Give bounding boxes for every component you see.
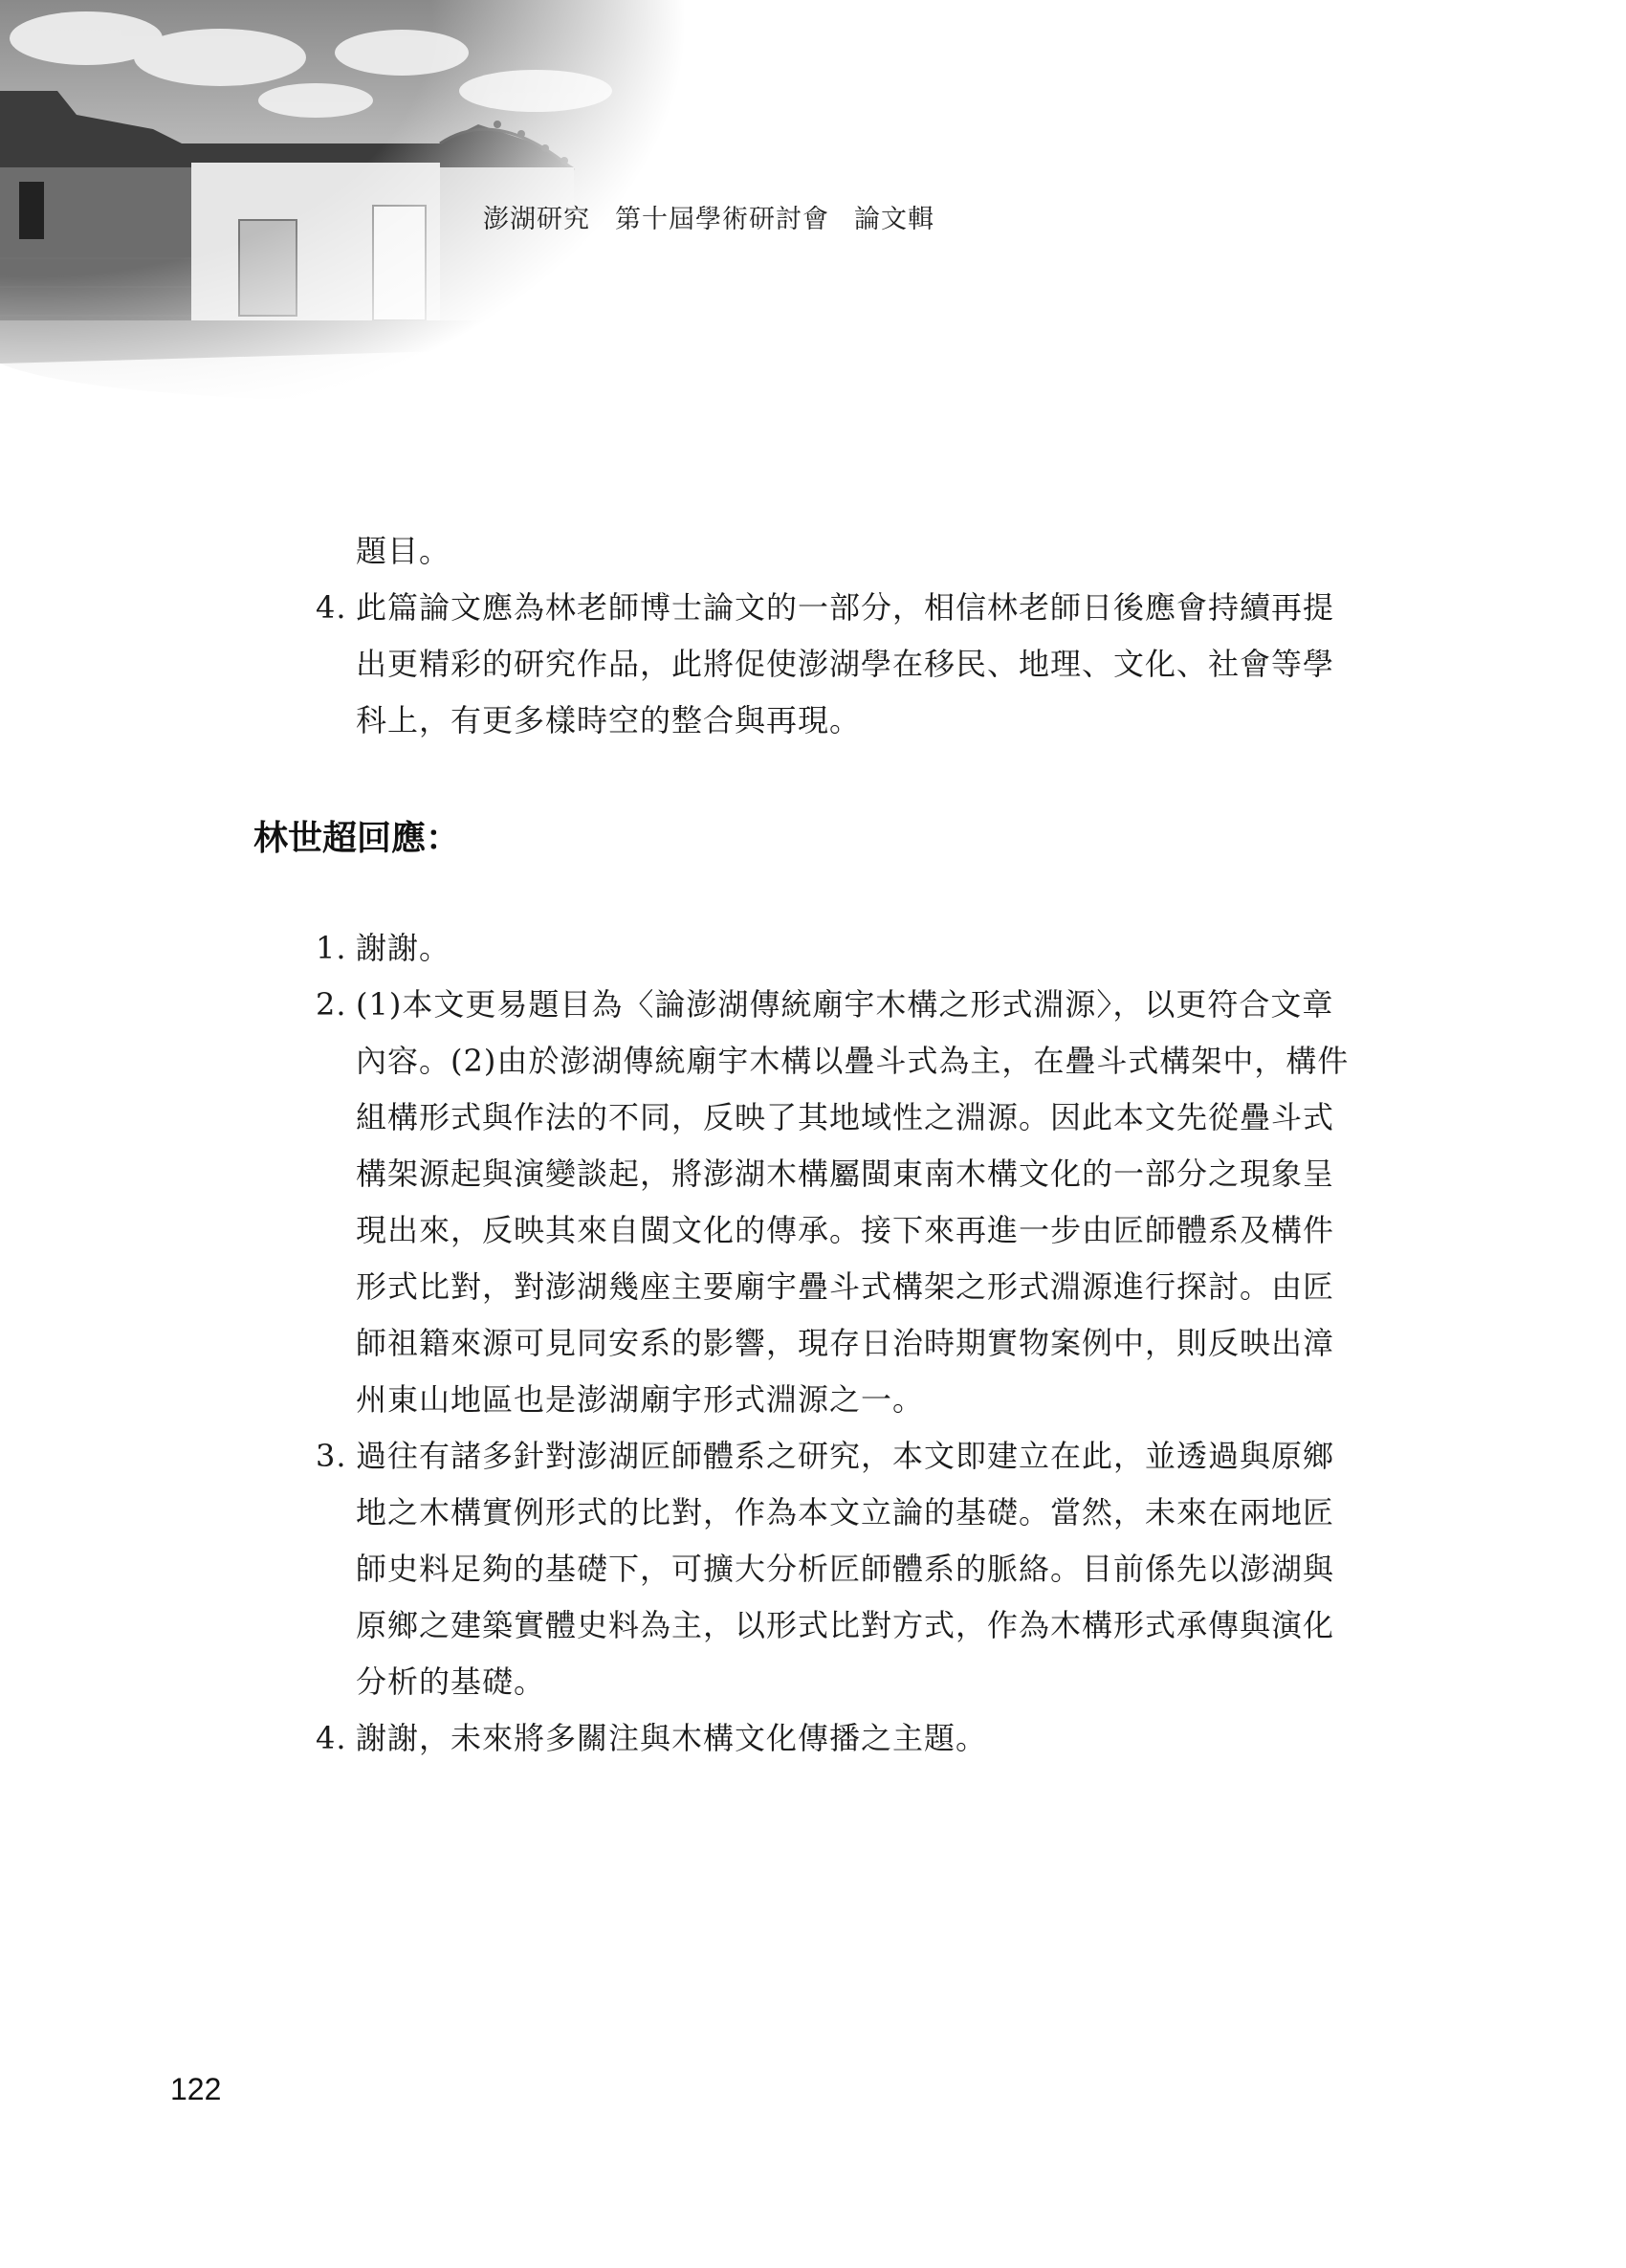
item-line: 組構形式與作法的不同，反映了其地域性之淵源。因此本文先從疊斗式 [356,1099,1335,1135]
item-line: 謝謝，未來將多關注與木構文化傳播之主題。 [356,1720,988,1756]
item-line: 形式比對，對澎湖幾座主要廟宇疊斗式構架之形式淵源進行探討。由匠 [356,1268,1335,1305]
list-item [316,977,1358,1428]
running-head-conference: 第十屆學術研討會 [615,205,829,234]
item-line: 師祖籍來源可見同安系的影響，現存日治時期實物案例中，則反映出漳 [356,1325,1335,1361]
item-number: 1. [316,930,347,966]
page-number: 122 [170,2072,222,2106]
list-item [316,580,1358,749]
item-line: 現出來，反映其來自閩文化的傳承。接下來再進一步由匠師體系及構件 [356,1212,1335,1248]
running-head [483,198,959,235]
item-line: 謝謝。 [356,930,451,966]
item-line: 構架源起與演變談起，將澎湖木構屬閩東南木構文化的一部分之現象呈 [356,1156,1335,1192]
item-line: 出更精彩的研究作品，此將促使澎湖學在移民、地理、文化、社會等學 [356,646,1335,682]
item-number: 4. [316,589,347,626]
item-line: 州東山地區也是澎湖廟宇形式淵源之一。 [356,1381,925,1418]
section-heading: 林世超回應： [253,819,461,858]
continuation-line: 題目。 [356,533,451,569]
item-line: 科上，有更多樣時空的整合與再現。 [356,702,862,738]
item-number: 2. [316,986,347,1023]
item-number: 4. [316,1720,347,1756]
item-line: 師史料足夠的基礎下，可擴大分析匠師體系的脈絡。目前係先以澎湖與 [356,1551,1335,1587]
running-head-volume: 論文輯 [854,205,934,234]
item-line: 內容。(2)由於澎湖傳統廟宇木構以疊斗式為主，在疊斗式構架中，構件 [356,1043,1350,1079]
list-item [316,920,1358,977]
item-line: (1)本文更易題目為〈論澎湖傳統廟宇木構之形式淵源〉，以更符合文章 [356,986,1334,1023]
list-item [316,1428,1358,1710]
item-line: 地之木構實例形式的比對，作為本文立論的基礎。當然，未來在兩地匠 [356,1494,1335,1530]
item-line: 此篇論文應為林老師博士論文的一部分，相信林老師日後應會持續再提 [356,589,1335,626]
running-head-journal: 澎湖研究 [483,205,590,234]
item-number: 3. [316,1438,347,1474]
item-line: 原鄉之建築實體史料為主，以形式比對方式，作為木構形式承傳與演化 [356,1607,1335,1643]
item-line: 過往有諸多針對澎湖匠師體系之研究，本文即建立在此，並透過與原鄉 [356,1438,1335,1474]
list-item [316,1710,1358,1767]
item-line: 分析的基礎。 [356,1663,546,1700]
